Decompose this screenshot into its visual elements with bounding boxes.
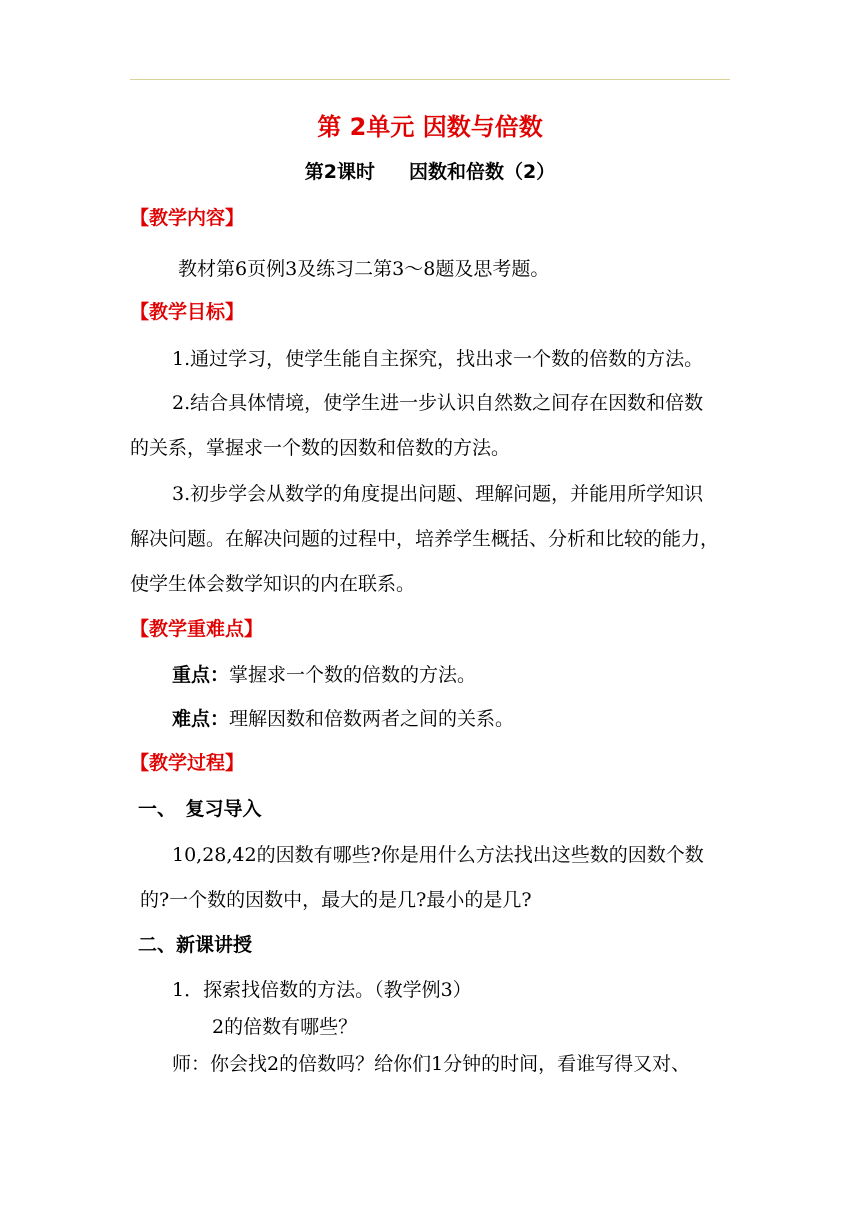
review-line-1: 10,28,42的因数有哪些?你是用什么方法找出这些数的因数个数 <box>172 844 704 866</box>
objective-3-line-2: 解决问题。在解决问题的过程中，培养学生概括、分析和比较的能力， <box>130 528 720 550</box>
objective-2-line-1: 2.结合具体情境，使学生进一步认识自然数之间存在因数和倍数 <box>172 392 704 414</box>
objective-3-line-3: 使学生体会数学知识的内在联系。 <box>130 573 416 595</box>
objectives-heading: 【教学目标】 <box>130 301 245 323</box>
process-heading: 【教学过程】 <box>130 752 245 774</box>
objective-1: 1.通过学习，使学生能自主探究，找出求一个数的倍数的方法。 <box>172 348 704 370</box>
step-1: 1．探索找倍数的方法。（教学例3） <box>172 979 472 1001</box>
key-point-label: 重点： <box>172 664 230 686</box>
header-rule <box>130 79 730 80</box>
lesson-number: 第2课时 <box>304 161 375 183</box>
difficult-point <box>172 706 514 732</box>
content-text: 教材第6页例3及练习二第3～8题及思考题。 <box>178 258 550 280</box>
key-point-text: 掌握求一个数的倍数的方法。 <box>229 664 477 686</box>
unit-title: 第 2单元 因数与倍数 <box>317 113 543 141</box>
lesson-subtitle <box>0 159 860 185</box>
question-multiples-of-2: 2的倍数有哪些？ <box>212 1016 358 1038</box>
difficult-point-label: 难点： <box>172 708 230 730</box>
objective-2-line-2: 的关系，掌握求一个数的因数和倍数的方法。 <box>130 437 511 459</box>
keypoints-heading: 【教学重难点】 <box>130 618 264 640</box>
teacher-line: 师：你会找2的倍数吗？给你们1分钟的时间，看谁写得又对、 <box>172 1053 691 1075</box>
section-review: 一、 复习导入 <box>138 798 262 820</box>
objective-3-line-1: 3.初步学会从数学的角度提出问题、理解问题，并能用所学知识 <box>172 483 704 505</box>
key-point <box>172 662 476 688</box>
content-heading: 【教学内容】 <box>130 207 245 229</box>
review-line-2: 的?一个数的因数中，最大的是几?最小的是几? <box>140 889 532 911</box>
difficult-point-text: 理解因数和倍数两者之间的关系。 <box>229 708 515 730</box>
section-new-lesson: 二、新课讲授 <box>138 934 253 956</box>
lesson-topic: 因数和倍数（2） <box>409 161 556 183</box>
